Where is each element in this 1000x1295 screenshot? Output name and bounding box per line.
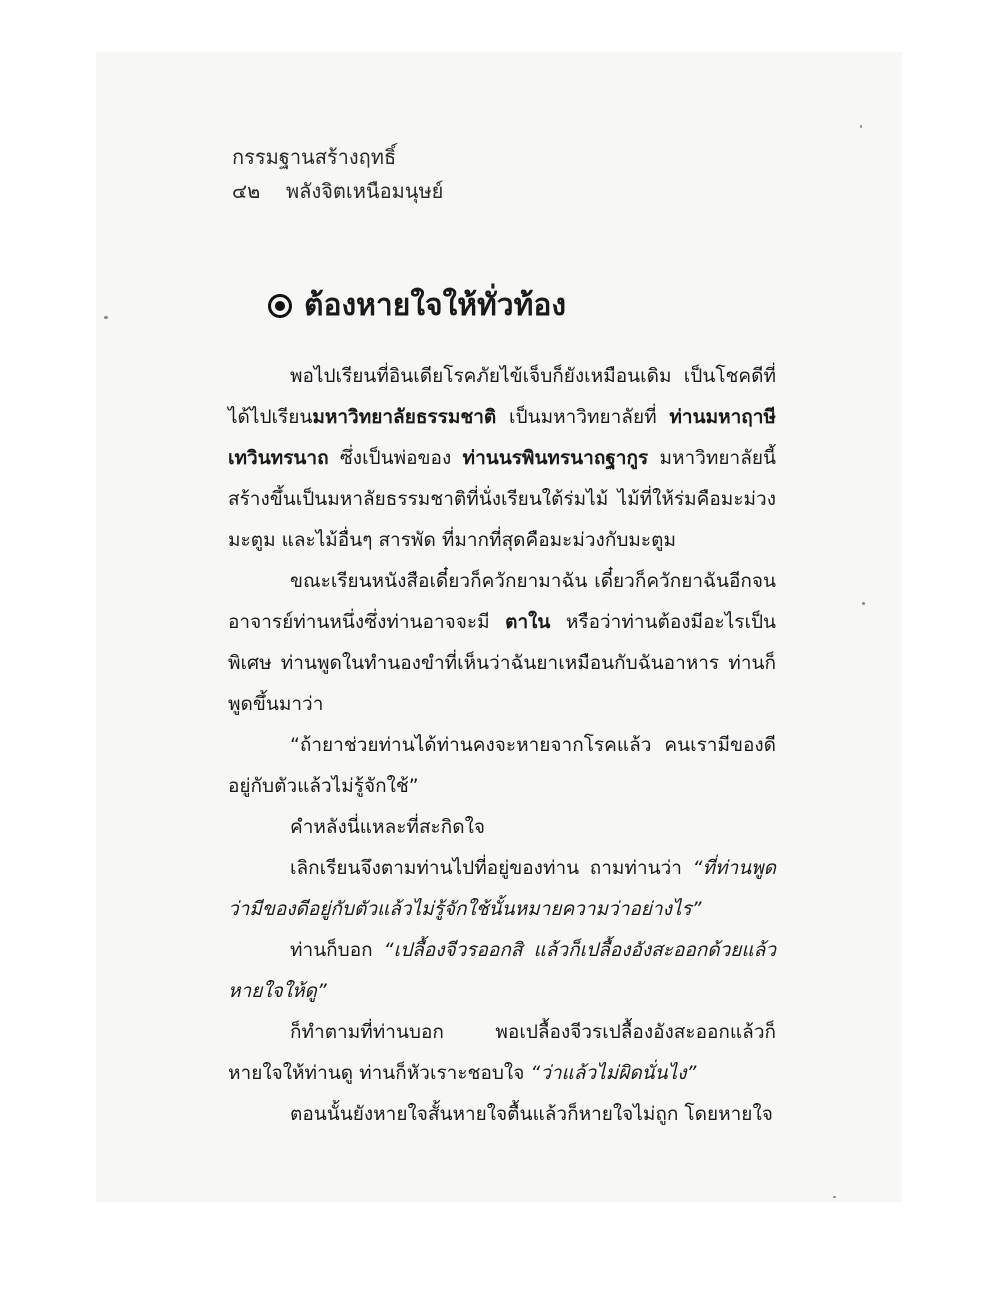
text-run: ก็ทำตามที่ท่านบอก พอเปลื้องจีวรเปลื้องอังสะออกแล้วก็หายใจให้ท่านดู ท่านก็หัวเราะชอบใจ xyxy=(228,1021,776,1084)
scan-speck xyxy=(862,602,865,605)
bullet-circle-icon xyxy=(268,294,292,318)
text-run: พอไปเรียนที่อินเดียโรคภัยไข้เจ็บก็ยังเหมือนเดิม เป็นโชคดีที่ได้ไปเรียน xyxy=(228,365,776,428)
paragraph-1 xyxy=(228,356,776,561)
section-title: ต้องหายใจให้ทั่วท้อง xyxy=(304,288,567,323)
paragraph-2 xyxy=(228,561,776,725)
paragraph-3: “ถ้ายาช่วยท่านได้ท่านคงจะหายจากโรคแล้ว คนเรามีของดีอยู่กับตัวแล้วไม่รู้จักใช้” xyxy=(228,734,776,797)
section-heading xyxy=(268,282,566,329)
paragraph-4: คำหลังนี่แหละที่สะกิดใจ xyxy=(290,816,486,838)
text-run: ท่านก็บอก xyxy=(290,939,384,961)
book-title: กรรมฐานสร้างฤทธิ์ xyxy=(232,145,397,169)
italic-quote: “ที่ท่านพูดว่ามีของดีอยู่กับตัวแล้วไม่รู้จักใช้นั้นหมายความว่าอย่างไร” xyxy=(228,857,776,920)
text-run: เลิกเรียนจึงตามท่านไปที่อยู่ของท่าน ถามท่านว่า xyxy=(290,857,693,879)
bold-run: ท่านนรพินทรนาถฐากูร xyxy=(462,447,649,469)
page-number: ๔๒ xyxy=(232,179,261,203)
paragraph-8: ตอนนั้นยังหายใจสั้นหายใจตื้นแล้วก็หายใจไม่ถูก โดยหายใจ xyxy=(290,1103,773,1125)
scan-speck xyxy=(104,316,108,319)
italic-quote: “เปลื้องจีวรออกสิ แล้วก็เปลื้องอังสะออกด้วยแล้วหายใจให้ดู” xyxy=(228,939,776,1002)
italic-quote: “ว่าแล้วไม่ผิดนั่นไง” xyxy=(530,1062,697,1084)
paragraph-5 xyxy=(228,848,776,930)
text-run: ขณะเรียนหนังสือเดี๋ยวก็ควักยามาฉัน เดี๋ยวก็ควักยาฉันอีกจน อาจารย์ท่านหนึ่งซึ่งท่านอาจจะมี xyxy=(228,570,776,633)
header-page-line xyxy=(232,174,443,208)
scan-speck xyxy=(833,1196,836,1198)
paragraph-7 xyxy=(228,1012,776,1094)
text-run: มหาวิทยาลัยนี้สร้างขึ้นเป็นมหาลัยธรรมชาติที่นั่งเรียนใต้ร่มไม้ ไม้ที่ให้ร่มคือมะม่วง มะตูม และไม้อื่นๆ สารพัด ที่มากที่สุดคือมะม่วงกับมะตูม xyxy=(228,447,776,551)
running-header xyxy=(232,140,443,208)
bold-run: ตาใน xyxy=(505,611,551,633)
body-text xyxy=(228,356,776,1135)
text-run: ซึ่งเป็นพ่อของ xyxy=(328,447,463,469)
text-run: หรือว่าท่านต้องมีอะไรเป็นพิเศษ ท่านพูดในทำนองขำที่เห็นว่าฉันยาเหมือนกับฉันอาหาร ท่านก็พูดขึ้นมาว่า xyxy=(228,611,776,715)
bold-run: ท่านมหาฤาษีเทวินทรนาถ xyxy=(228,406,776,469)
paragraph-6 xyxy=(228,930,776,1012)
scan-speck xyxy=(860,125,862,128)
bold-run: มหาวิทยาลัยธรรมชาติ xyxy=(312,406,497,428)
text-run: เป็นมหาวิทยาลัยที่ xyxy=(496,406,670,428)
chapter-title: พลังจิตเหนือมนุษย์ xyxy=(286,179,444,203)
